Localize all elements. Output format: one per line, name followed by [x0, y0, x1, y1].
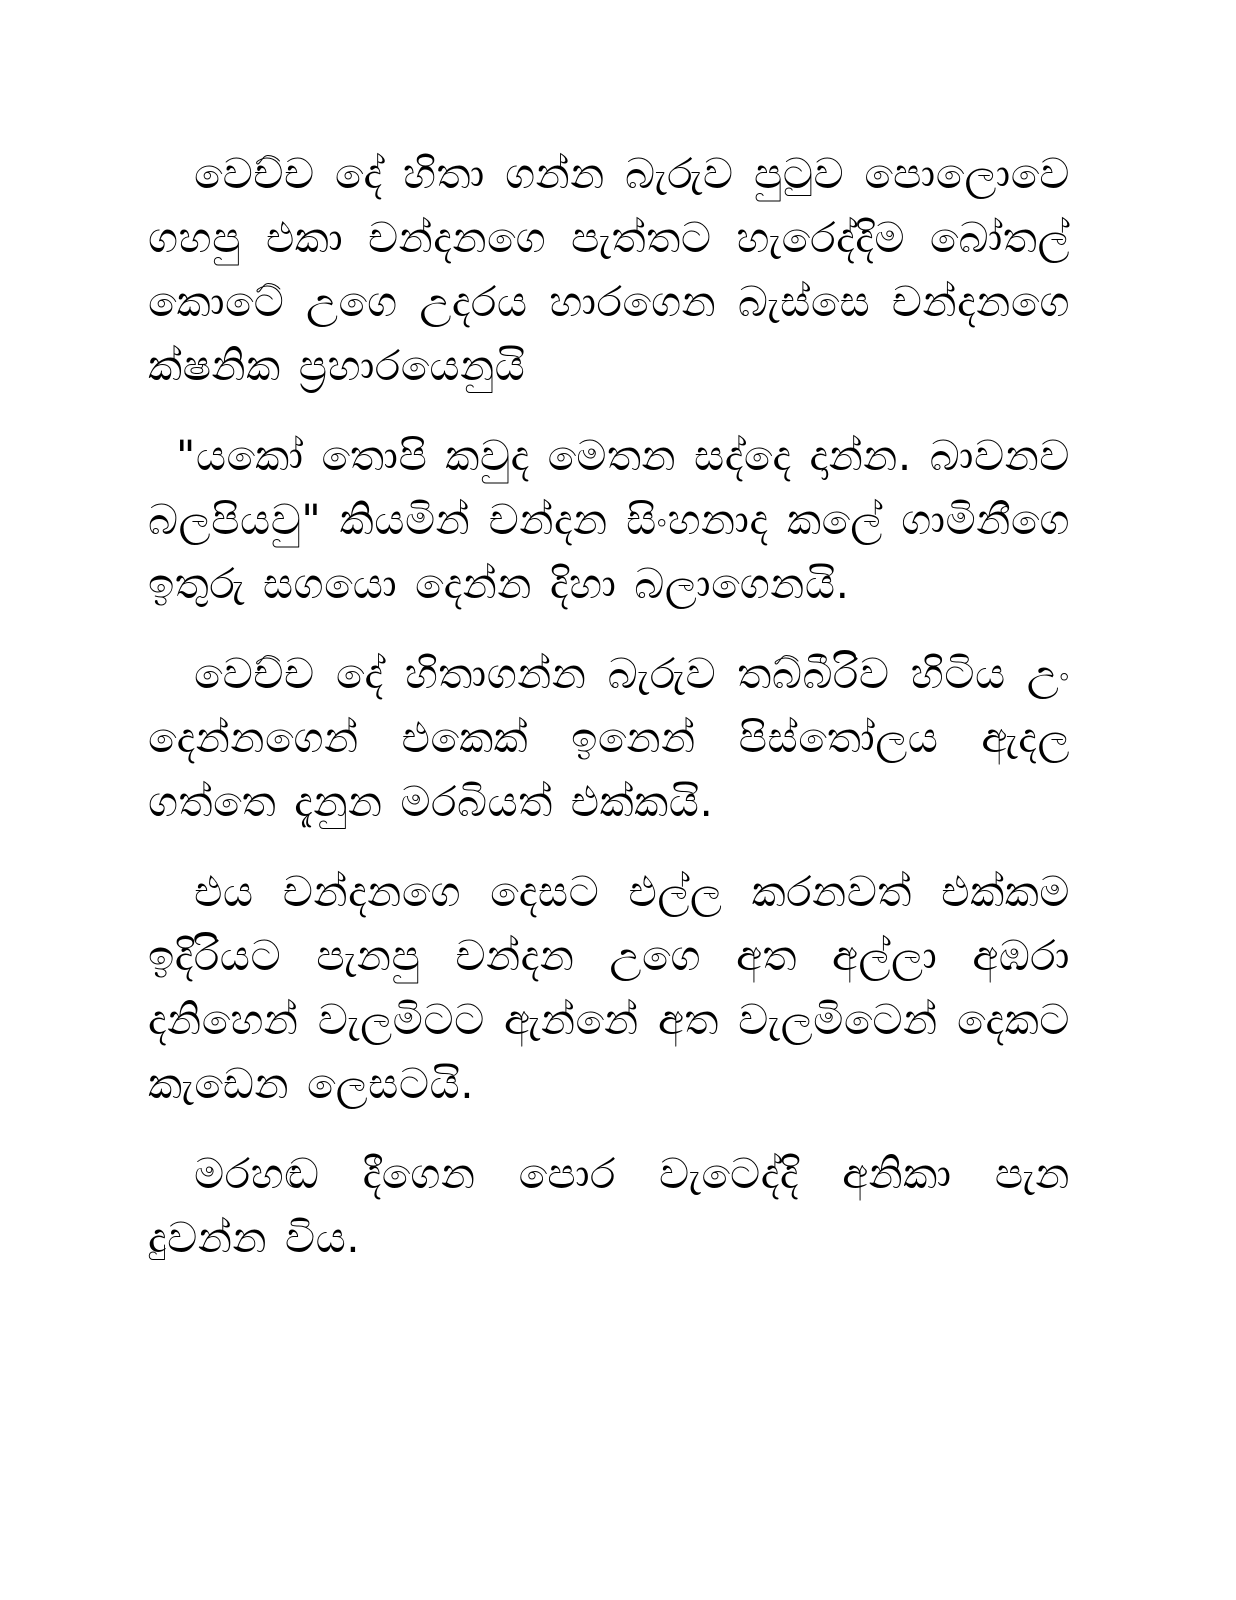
paragraph-2: "යකෝ තොපි කවුද මෙතන සද්දෙ දාන්න. බාවනව බලපියවු" කියමින් චන්දන සිංහනාද කලේ ගාමිනීගෙ ඉතුරු සගයො දෙන්න දිහා බලාගෙනයි.: [148, 431, 1070, 608]
paragraph-4: එය චන්දනගෙ දෙසට එල්ල කරනවත් එක්කම ඉදිරියට පැනපු චන්දන උගෙ අත අල්ලා අඹරා දනිහෙන් වැලමිටට ඇන්නේ අත වැලමිටෙන් දෙකට කැඩෙන ලෙසටයි.: [148, 867, 1070, 1108]
paragraph-3: වෙච්ච දේ හිතාගන්න බැරුව තබ්බීරිව හිටිය උං දෙන්නගෙන් එකෙක් ඉනෙන් පිස්තෝලය ඇදල ගත්තෙ දැනුන මරබියත් එක්කයි.: [148, 649, 1070, 826]
story-text: [148, 142, 1070, 1296]
paragraph-1: වෙච්ච දේ හිතා ගන්න බැරුව පුටුව පොලොවෙ ගහපු එකා චන්දනගෙ පැත්තට හැරෙද්දිම බෝතල් කොටේ උගෙ උදරය හාරගෙන බැස්සෙ චන්දනගෙ ක්ෂනික ප්‍රහාරයෙනුයි: [148, 149, 1070, 390]
paragraph-5: මරහඬ දීගෙන පොර වැටෙද්දි අනිකා පැන දුවන්න විය.: [148, 1149, 1070, 1262]
